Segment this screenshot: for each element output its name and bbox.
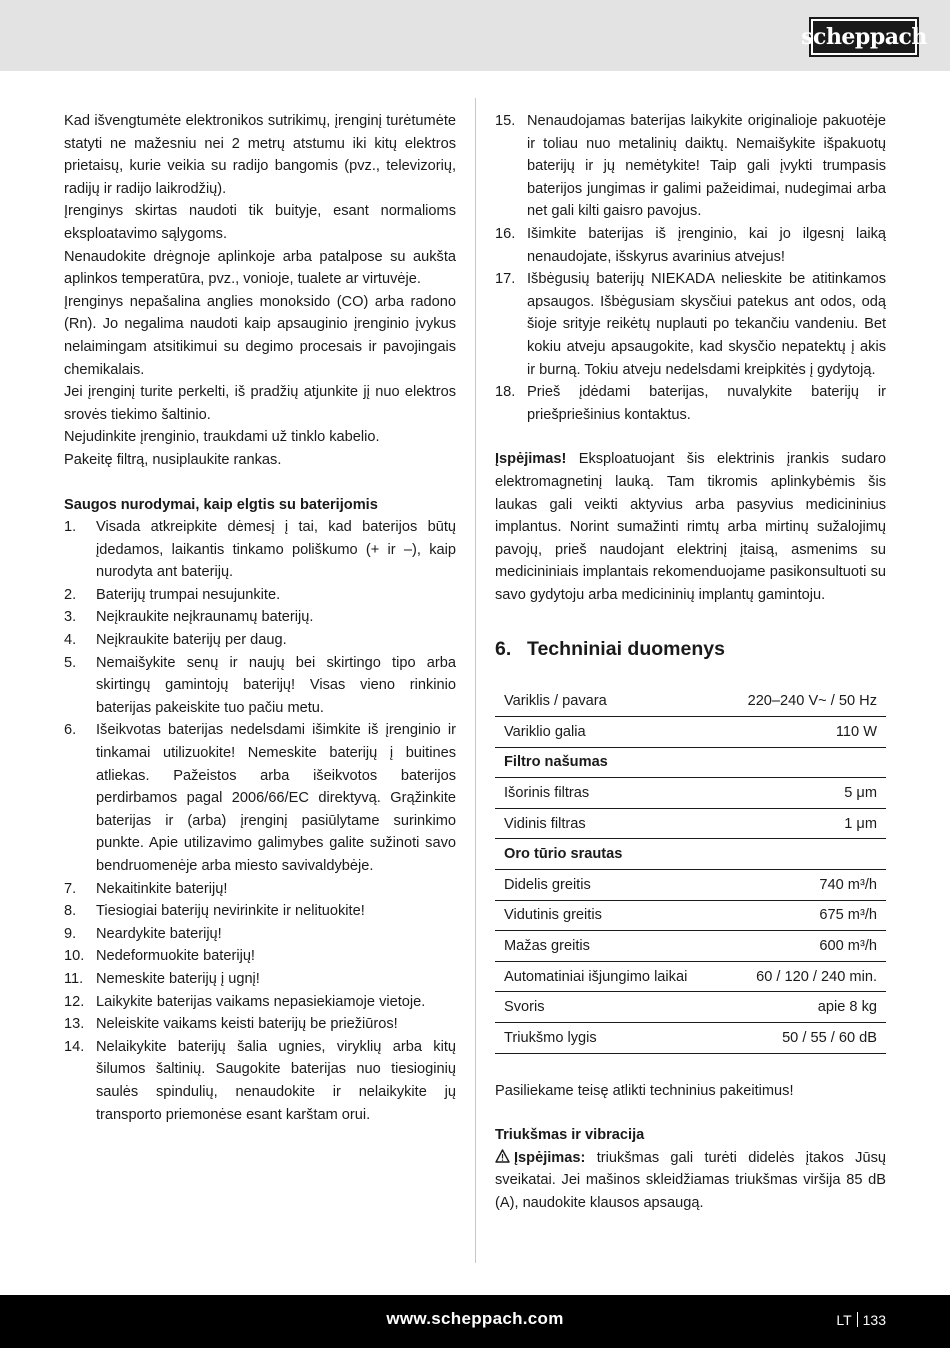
- footer-bar: [0, 1295, 950, 1348]
- table-row: [495, 900, 886, 931]
- intro-paragraph: Įrenginys skirtas naudoti tik buityje, esant normalioms eksploatavimo sąlygoms.: [64, 203, 456, 242]
- spec-value: 110 W: [721, 717, 886, 748]
- list-item: [64, 719, 456, 877]
- list-item-text: Visada atkreipkite dėmesį į tai, kad baterijos būtų įdedamos, laikantis tinkamo poliškumo (+ ir –), kaip nurodyta ant baterijų.: [96, 519, 456, 581]
- list-item: [495, 268, 886, 381]
- list-item-text: Išeikvotas baterijas nedelsdami išimkite iš įrenginio ir tinkamai utilizuokite! Nemeskite baterijų į buitines atliekas. Pažeistos arba išeikvotos baterijos perdirbamos pagal 2006/66/EC direktyvą. Grąžinkite baterijas ir (arba) įrenginį pasiūlytame surinkimo punkte. Apie utilizavimo galimybes galite sužinoti savo bendruomenėje arba miesto savivaldybėje.: [96, 722, 456, 874]
- list-item-text: Neįkraukite neįkraunamų baterijų.: [96, 609, 314, 626]
- list-item-number: 13.: [64, 1016, 85, 1033]
- battery-safety-list-continued: [495, 110, 886, 426]
- list-item-text: Tiesiogiai baterijų nevirinkite ir nelituokite!: [96, 903, 365, 920]
- list-item: [64, 606, 456, 629]
- list-item-text: Prieš įdėdami baterijas, nuvalykite baterijų ir priešpriešinius kontaktus.: [527, 384, 886, 423]
- list-item: [64, 629, 456, 652]
- list-item: [64, 652, 456, 720]
- spec-label: Filtro našumas: [495, 747, 721, 778]
- table-row: [495, 778, 886, 809]
- noise-heading: Triukšmas ir vibracija: [495, 1127, 645, 1144]
- intro-paragraph: Nejudinkite įrenginio, traukdami už tinklo kabelio.: [64, 429, 380, 446]
- header-bar: [0, 0, 950, 71]
- technical-data-table: [495, 686, 886, 1053]
- list-item-text: Nelaikykite baterijų šalia ugnies, viryklių arba kitų šilumos šaltinių. Saugokite baterijas nuo tiesioginių saulės spindulių, nenaudokite ir nelaikykite jų transporto priemonėse esant karštam orui.: [96, 1038, 456, 1123]
- list-item: [64, 584, 456, 607]
- section-title-text: Techniniai duomenys: [527, 638, 725, 661]
- list-item-number: 10.: [64, 948, 85, 965]
- list-item-text: Nekaitinkite baterijų!: [96, 880, 228, 897]
- list-item-number: 8.: [64, 903, 77, 920]
- list-item-text: Neįkraukite baterijų per daug.: [96, 632, 287, 649]
- list-item-text: Nedeformuokite baterijų!: [96, 948, 255, 965]
- table-row: [495, 870, 886, 901]
- spec-value: 600 m³/h: [721, 931, 886, 962]
- list-item-text: Išimkite baterijas iš įrenginio, kai jo ilgesnį laiką nenaudojate, išskyrus avarinius atvejus!: [527, 225, 886, 265]
- warning-text: Eksploatuojant šis elektrinis įrankis sudaro elektromagnetinį lauką. Tam tikromis aplinkybėmis šis laukas gali veikti aktyvius arba pasyvius medicininius implantus. Norint sumažinti rimtų arba mirtinų sužalojimų pavojų, prieš naudojant elektrinį įtaisą, asmenims su medicininiais implantais rekomenduojame pasikonsultuoti su savo gydytoju arba medicininių implantų gamintoju.: [495, 451, 886, 603]
- right-column: [495, 110, 886, 1215]
- spec-label: Mažas greitis: [495, 931, 721, 962]
- section-title: [495, 636, 886, 662]
- list-item-number: 18.: [495, 384, 516, 401]
- list-item-text: Neardykite baterijų!: [96, 925, 222, 942]
- list-item-number: 6.: [64, 722, 77, 739]
- spec-label: Vidutinis greitis: [495, 900, 721, 931]
- list-item-number: 4.: [64, 632, 77, 649]
- spec-value: 675 m³/h: [721, 900, 886, 931]
- noise-warning: [495, 1147, 886, 1215]
- list-item: [64, 968, 456, 991]
- intro-paragraphs: [64, 110, 456, 472]
- list-item: [64, 1013, 456, 1036]
- scheppach-logo: scheppach: [809, 17, 919, 57]
- spec-label: Svoris: [495, 992, 721, 1023]
- column-divider: [475, 98, 476, 1263]
- spec-label: Triukšmo lygis: [495, 1023, 721, 1054]
- table-row: [495, 686, 886, 716]
- list-item-number: 3.: [64, 609, 77, 626]
- table-row: [495, 839, 886, 870]
- website-link[interactable]: www.scheppach.com: [386, 1309, 564, 1328]
- list-item-text: Nemeskite baterijų į ugnį!: [96, 970, 260, 987]
- list-item: [64, 1036, 456, 1126]
- list-item: [64, 991, 456, 1014]
- spec-label: Automatiniai išjungimo laikai: [495, 961, 721, 992]
- emf-warning: [495, 448, 886, 606]
- list-item-number: 2.: [64, 586, 77, 603]
- list-item-number: 9.: [64, 925, 77, 942]
- section-number: 6.: [495, 638, 512, 661]
- spec-label: Variklis / pavara: [495, 686, 721, 716]
- table-row: [495, 717, 886, 748]
- list-item-number: 15.: [495, 113, 516, 129]
- spec-value: [721, 747, 886, 778]
- list-item-number: 16.: [495, 225, 516, 242]
- list-item-text: Baterijų trumpai nesujunkite.: [96, 586, 281, 603]
- list-item: [495, 223, 886, 268]
- list-item: [495, 110, 886, 223]
- list-item-text: Išbėgusių baterijų NIEKADA nelieskite be atitinkamos apsaugos. Išbėgusiam skysčiui patekus ant odos, odą šioje srityje reikėtų nuplauti po tekančiu vandeniu. Bet kokiu atveju apsaugokite, kad skysčio nepatektų į akis ir burną. Tokiu atveju nedelsdami kreipkitės į gydytoją.: [527, 271, 886, 378]
- intro-paragraph: Nenaudokite drėgnoje aplinkoje arba patalpose su aukšta aplinkos temperatūra, pvz., vonioje, tualete ar virtuvėje.: [64, 248, 456, 288]
- list-item-number: 1.: [64, 519, 77, 536]
- battery-safety-heading: Saugos nurodymai, kaip elgtis su baterijomis: [64, 496, 378, 513]
- list-item-number: 7.: [64, 880, 77, 897]
- list-item-number: 14.: [64, 1038, 85, 1055]
- list-item-text: Nenaudojamas baterijas laikykite originalioje pakuotėje ir toliau nuo metalinių daiktų. Nemaišykite išpakuotų baterijų ir jų nemėtykite! Taip gali įvykti trumpasis baterijos jungimas ir galimi pažeidimai, nudegimai arba net gali kilti gaisro pavojus.: [527, 113, 886, 220]
- list-item-number: 5.: [64, 654, 77, 671]
- battery-safety-list: [64, 516, 456, 1126]
- table-row: [495, 747, 886, 778]
- spec-value: 740 m³/h: [721, 870, 886, 901]
- page-indicator: [836, 1309, 886, 1332]
- noise-warning-text: triukšmas gali turėti didelės įtakos Jūsų sveikatai. Jei mašinos skleidžiamas triukšmas viršija 85 dB (A), naudokite klausos apsaugą.: [495, 1149, 886, 1211]
- spec-value: 1 μm: [721, 808, 886, 839]
- table-row: [495, 961, 886, 992]
- list-item-text: Neleiskite vaikams keisti baterijų be priežiūros!: [96, 1016, 398, 1033]
- spec-label: Oro tūrio srautas: [495, 839, 721, 870]
- spec-value: apie 8 kg: [721, 992, 886, 1023]
- left-column: [64, 110, 456, 1126]
- list-item-number: 17.: [495, 271, 516, 288]
- list-item: [64, 516, 456, 584]
- noise-warning-label: Įspėjimas:: [514, 1149, 586, 1166]
- list-item: [64, 945, 456, 968]
- spec-value: [721, 839, 886, 870]
- list-item: [64, 923, 456, 946]
- warning-label: Įspėjimas!: [495, 451, 567, 468]
- spec-label: Didelis greitis: [495, 870, 721, 901]
- list-item: [495, 381, 886, 426]
- changes-note: Pasiliekame teisę atlikti techninius pakeitimus!: [495, 1082, 794, 1099]
- spec-label: Vidinis filtras: [495, 808, 721, 839]
- spec-label: Išorinis filtras: [495, 778, 721, 809]
- table-row: [495, 808, 886, 839]
- warning-triangle-icon: [495, 1149, 510, 1163]
- spec-value: 5 μm: [721, 778, 886, 809]
- list-item-text: Nemaišykite senų ir naujų bei skirtingo tipo arba skirtingų gamintojų baterijų! Visas vieno rinkinio baterijas pakeiskite tuo pačiu metu.: [96, 654, 456, 716]
- intro-paragraph: Pakeitę filtrą, nusiplaukite rankas.: [64, 451, 282, 468]
- table-row: [495, 1023, 886, 1054]
- intro-paragraph: Įrenginys nepašalina anglies monoksido (CO) arba radono (Rn). Jo negalima naudoti kaip apsauginio įrenginio įvykus nelaimingam atsitikimui su degimo procesais ir pavojingais chemikalais.: [64, 293, 456, 378]
- list-item-number: 11.: [64, 970, 84, 987]
- spec-label: Variklio galia: [495, 717, 721, 748]
- intro-paragraph: Jei įrenginį turite perkelti, iš pradžių atjunkite jį nuo elektros srovės tiekimo šaltinio.: [64, 384, 456, 423]
- language-code: LT: [836, 1312, 852, 1328]
- table-row: [495, 931, 886, 962]
- list-item-text: Laikykite baterijas vaikams nepasiekiamoje vietoje.: [96, 993, 426, 1010]
- spec-value: 220–240 V~ / 50 Hz: [721, 686, 886, 716]
- list-item: [64, 878, 456, 901]
- spec-value: 50 / 55 / 60 dB: [721, 1023, 886, 1054]
- spec-value: 60 / 120 / 240 min.: [721, 961, 886, 992]
- list-item-number: 12.: [64, 993, 85, 1010]
- list-item: [64, 900, 456, 923]
- page-number: 133: [862, 1312, 886, 1328]
- intro-paragraph: Kad išvengtumėte elektronikos sutrikimų, įrenginį turėtumėte statyti ne mažesniu nei 2 metrų atstumu iki kitų elektros prietaisų, kurie veikia su radijo bangomis (pvz., televizorių, radijų ir radijo laikrodžių).: [64, 113, 456, 197]
- table-row: [495, 992, 886, 1023]
